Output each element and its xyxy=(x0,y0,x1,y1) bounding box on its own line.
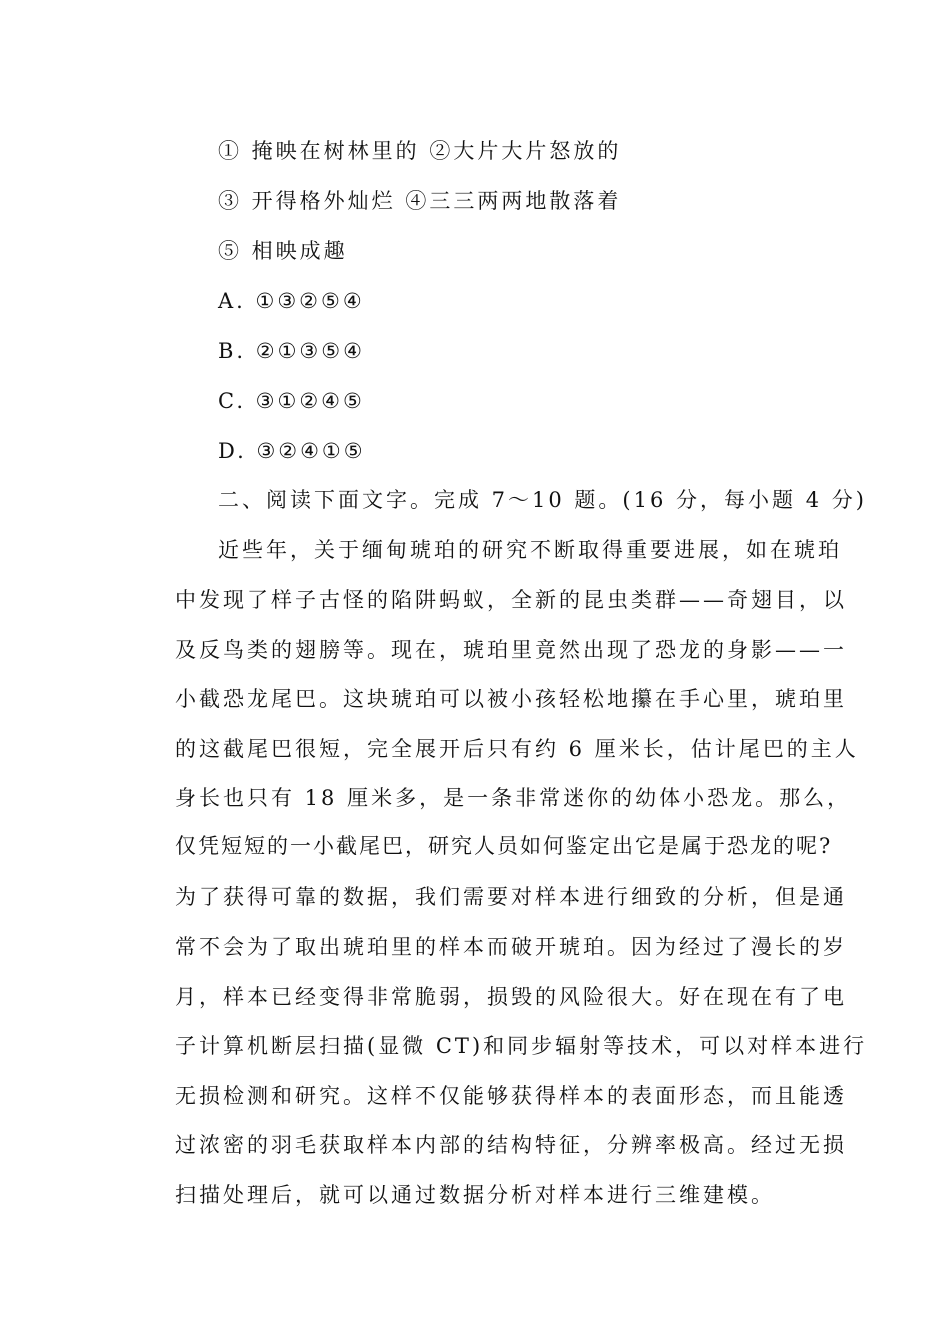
phrase-options-line-3: ⑤ 相映成趣 xyxy=(218,239,348,263)
passage-line: 近些年，关于缅甸琥珀的研究不断取得重要进展，如在琥珀 xyxy=(218,538,842,562)
passage-line: 仅凭短短的一小截尾巴，研究人员如何鉴定出它是属于恐龙的呢? xyxy=(175,834,833,858)
passage-line: 月，样本已经变得非常脆弱，损毁的风险很大。好在现在有了电 xyxy=(175,985,847,1009)
passage-line: 小截恐龙尾巴。这块琥珀可以被小孩轻松地攥在手心里，琥珀里 xyxy=(175,687,847,711)
section-two-heading: 二、阅读下面文字。完成 7～10 题。(16 分，每小题 4 分) xyxy=(218,488,867,512)
choice-c: C. ③①②④⑤ xyxy=(218,389,365,413)
passage-line: 扫描处理后，就可以通过数据分析对样本进行三维建模。 xyxy=(175,1183,775,1207)
phrase-options-line-1: ① 掩映在树林里的 ②大片大片怒放的 xyxy=(218,139,622,163)
passage-line: 中发现了样子古怪的陷阱蚂蚁，全新的昆虫类群——奇翅目，以 xyxy=(175,588,847,612)
passage-line: 及反鸟类的翅膀等。现在，琥珀里竟然出现了恐龙的身影——一 xyxy=(175,638,847,662)
choice-b: B. ②①③⑤④ xyxy=(218,339,365,363)
choice-a: A. ①③②⑤④ xyxy=(218,289,365,313)
choice-d: D. ③②④①⑤ xyxy=(218,439,366,463)
passage-line: 的这截尾巴很短，完全展开后只有约 6 厘米长，估计尾巴的主人 xyxy=(175,737,859,761)
phrase-options-line-2: ③ 开得格外灿烂 ④三三两两地散落着 xyxy=(218,189,622,213)
passage-line: 过浓密的羽毛获取样本内部的结构特征，分辨率极高。经过无损 xyxy=(175,1133,847,1157)
passage-line: 为了获得可靠的数据，我们需要对样本进行细致的分析，但是通 xyxy=(175,885,847,909)
passage-line: 无损检测和研究。这样不仅能够获得样本的表面形态，而且能透 xyxy=(175,1084,847,1108)
passage-line: 常不会为了取出琥珀里的样本而破开琥珀。因为经过了漫长的岁 xyxy=(175,935,847,959)
passage-line: 子计算机断层扫描(显微 CT)和同步辐射等技术，可以对样本进行 xyxy=(175,1034,868,1058)
passage-line: 身长也只有 18 厘米多，是一条非常迷你的幼体小恐龙。那么， xyxy=(175,786,852,810)
